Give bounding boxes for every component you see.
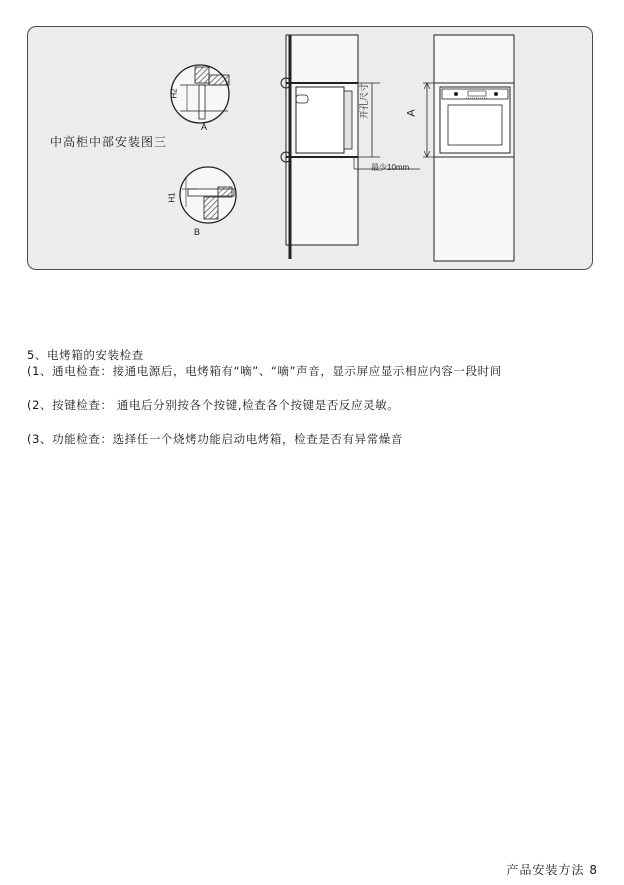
- installation-figure-panel: [27, 26, 593, 270]
- cabinet-front-view: [423, 35, 514, 261]
- page-footer: 产品安装方法 8: [506, 863, 598, 877]
- dimension-a-label: A: [405, 109, 418, 117]
- detail-b-label: B: [194, 227, 201, 237]
- cabinet-side-view: [281, 35, 420, 259]
- detail-a-label: A: [201, 122, 208, 132]
- h1-label: H1: [167, 192, 177, 203]
- min-gap-label: 最少10mm: [371, 163, 410, 172]
- figure-title: 中高柜中部安装图三: [50, 135, 168, 149]
- check-item-power: (1、通电检查：接通电源后，电烤箱有“嘀”、“嘀”声音，显示屏应显示相应内容一段时间: [27, 364, 502, 378]
- cutout-size-label: 开孔尺寸: [359, 82, 369, 119]
- section-title: 5、电烤箱的安装检查: [27, 348, 144, 362]
- detail-b-circle: [180, 167, 236, 223]
- detail-a-circle: [171, 65, 229, 123]
- check-item-buttons: (2、按键检查： 通电后分别按各个按键,检查各个按键是否反应灵敏。: [27, 398, 400, 412]
- check-item-function: (3、功能检查：选择任一个烧烤功能启动电烤箱，检查是否有异常燥音: [27, 432, 403, 446]
- h2-label: H2: [169, 88, 179, 99]
